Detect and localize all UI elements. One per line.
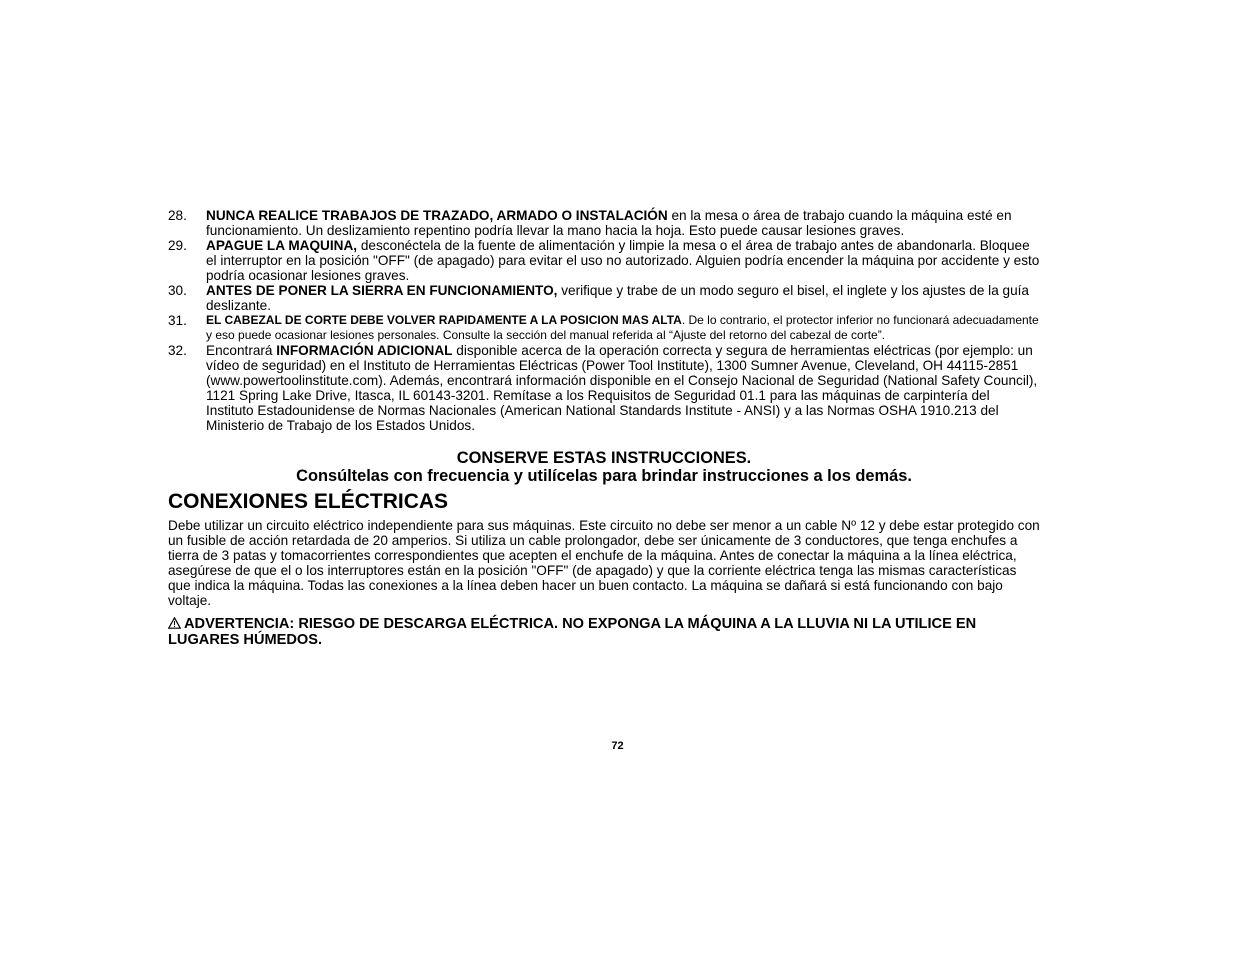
item-number: 29. xyxy=(168,238,187,253)
item-number: 31. xyxy=(168,313,187,328)
item-bold-lead: NUNCA REALICE TRABAJOS DE TRAZADO, ARMADO O INSTALACIÓN xyxy=(206,208,668,223)
item-bold-lead: APAGUE LA MAQUINA, xyxy=(206,238,358,253)
item-text: en la mesa o área de trabajo cuando la máquina esté en funcionamiento. Un deslizamiento repentino podría llevar la mano hacia la hoja. Esto puede causar lesiones graves. xyxy=(206,208,1012,238)
list-item-29 xyxy=(168,238,1040,283)
item-text: disponible acerca de la operación correcta y segura de herramientas eléctricas (por ejemplo: un vídeo de seguridad) en el Instituto de Herramientas Eléctricas (Power Tool Institute), 1300 Sumner Avenue, Cleveland, OH 44115-2851 (www.powertoolinstitute.com). Además, encontrará información disponible en el Consejo Nacional de Seguridad (National Safety Council), 1121 Spring Lake Drive, Itasca, IL 60143-3201. Remítase a los Requisitos de Seguridad 01.1 para las máquinas de carpintería del Instituto Estadounidense de Normas Nacionales (American National Standards Institute - ANSI) y a las Normas OSHA 1910.213 del Ministerio de Trabajo de los Estados Unidos. xyxy=(206,343,1038,433)
section-paragraph: Debe utilizar un circuito eléctrico independiente para sus máquinas. Este circuito no debe ser menor a un cable Nº 12 y debe estar protegido con un fusible de acción retardada de 20 amperios. Si utiliza un cable prolongador, debe ser únicamente de 3 conductores, que tenga enchufes a tierra de 3 patas y tomacorrientes correspondientes que acepten el enchufe de la máquina. Antes de conectar la máquina a la línea eléctrica, asegúrese de que el o los interruptores están en la posición "OFF" (de apagado) y que la corriente eléctrica tenga las mismas características que indica la máquina. Todas las conexiones a la línea deben hacer un buen contacto. La máquina se dañará si está funcionando con bajo voltaje. xyxy=(168,518,1040,608)
warning-text: ADVERTENCIA: RIESGO DE DESCARGA ELÉCTRICA. NO EXPONGA LA MÁQUINA A LA LLUVIA NI LA UTILICE EN LUGARES HÚMEDOS. xyxy=(168,616,977,648)
conserve-line-2: Consúltelas con frecuencia y utilícelas para brindar instrucciones a los demás. xyxy=(296,467,912,485)
conserve-instructions xyxy=(168,449,1040,485)
list-item-32 xyxy=(168,343,1040,433)
page-number: 72 xyxy=(611,740,624,752)
item-bold-lead: EL CABEZAL DE CORTE DEBE VOLVER RAPIDAMENTE A LA POSICION MAS ALTA xyxy=(206,313,682,327)
item-text: desconéctela de la fuente de alimentación y limpie la mesa o el área de trabajo antes de abandonarla. Bloquee el interruptor en la posición "OFF" (de apagado) para evitar el uso no autorizado. Alguien podría encender la máquina por accidente y esto podría ocasionar lesiones graves. xyxy=(206,238,1040,283)
warning-block xyxy=(168,615,1040,648)
item-number: 28. xyxy=(168,208,187,223)
item-bold-lead: INFORMACIÓN ADICIONAL xyxy=(276,343,453,358)
item-prefix: Encontrará xyxy=(206,343,277,358)
document-page xyxy=(168,208,1040,648)
item-bold-lead: ANTES DE PONER LA SIERRA EN FUNCIONAMIENTO, xyxy=(206,283,558,298)
conserve-line-1: CONSERVE ESTAS INSTRUCCIONES. xyxy=(456,449,752,467)
item-number: 30. xyxy=(168,283,187,298)
item-number: 32. xyxy=(168,343,187,358)
warning-triangle-icon xyxy=(168,615,181,631)
section-title: CONEXIONES ELÉCTRICAS xyxy=(168,490,449,513)
item-text: verifique y trabe de un modo seguro el bisel, el inglete y los ajustes de la guía deslizante. xyxy=(206,283,1029,313)
list-item-31 xyxy=(168,313,1040,343)
item-text: . De lo contrario, el protector inferior no funcionará adecuadamente y eso puede ocasionar lesiones personales. Consulte la sección del manual referida al “Ajuste del retorno del cabezal de corte”. xyxy=(206,313,1039,342)
list-item-28 xyxy=(168,208,1040,238)
list-item-30 xyxy=(168,283,1040,313)
